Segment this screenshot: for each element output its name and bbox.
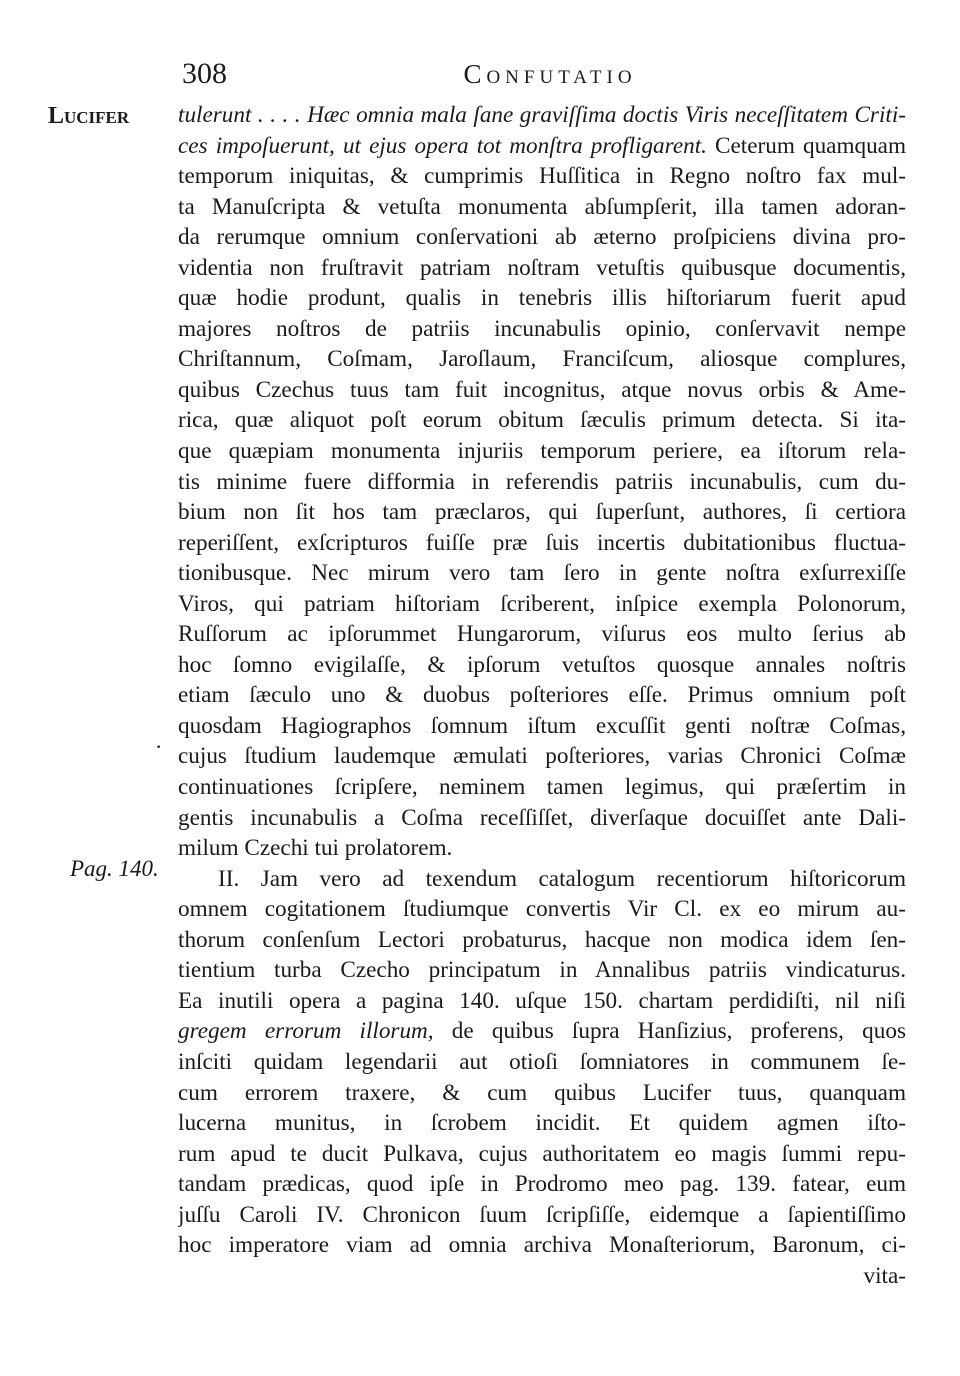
text-line bbox=[178, 405, 906, 436]
line-text: temporum iniquitas, & cumprimis Huſſitica in Regno noſtro fax mul- bbox=[178, 163, 906, 190]
text-line bbox=[178, 467, 906, 498]
line-text: inſciti quidam legendarii aut otioſi ſomniatores in communem ſe- bbox=[178, 1048, 906, 1075]
text-line bbox=[178, 1139, 906, 1170]
line-text: milum Czechi tui prolatorem. bbox=[178, 835, 453, 862]
line-text: lucerna munitus, in ſcrobem incidit. Et quidem agmen iſto- bbox=[178, 1110, 906, 1137]
text-line bbox=[178, 894, 906, 925]
line-text: ta Manuſcripta & vetuſta monumenta abſumpſerit, illa tamen adoran- bbox=[178, 193, 906, 220]
line-text: Viros, qui patriam hiſtoriam ſcriberent, inſpice exempla Polonorum, bbox=[178, 590, 906, 617]
running-head: Confutatio bbox=[463, 59, 637, 89]
text-line bbox=[178, 558, 906, 589]
page-number: 308 bbox=[182, 57, 227, 90]
line-text: vita- bbox=[863, 1262, 906, 1289]
line-text: gentis incunabulis a Coſma receſſiſſet, diverſaque docuiſſet ante Dali- bbox=[178, 804, 906, 831]
line-text: thorum conſenſum Lectori probaturus, hacque non modica idem ſen- bbox=[178, 926, 906, 953]
text-line bbox=[178, 1200, 906, 1231]
line-text: hoc ſomno evigilaſſe, & ipſorum vetuſtos quosque annales noſtris bbox=[178, 651, 906, 678]
text-line bbox=[178, 955, 906, 986]
line-text: etiam ſæculo uno & duobus poſteriores eſſe. Primus omnium poſt bbox=[178, 682, 906, 709]
text-line bbox=[178, 161, 906, 192]
text-line bbox=[178, 619, 906, 650]
text-line bbox=[178, 864, 906, 895]
text-line bbox=[178, 314, 906, 345]
text-line bbox=[178, 833, 906, 864]
line-text: da rerumque omnium conſervationi ab æterno proſpiciens divina pro- bbox=[178, 224, 906, 251]
text-line bbox=[178, 131, 906, 162]
line-text: tandam prædicas, quod ipſe in Prodromo meo pag. 139. fatear, eum bbox=[178, 1171, 906, 1198]
text-line bbox=[178, 100, 906, 131]
text-line bbox=[178, 772, 906, 803]
text-line bbox=[178, 1078, 906, 1109]
margin-note-lucifer: Lucifer bbox=[48, 103, 130, 129]
italic-quote: gregem errorum illorum, bbox=[178, 1018, 434, 1045]
line-text: cujus ſtudium laudemque æmulati poſteriores, varias Chronici Coſmæ bbox=[178, 743, 906, 770]
text-line bbox=[178, 1230, 906, 1261]
line-text: videntia non fruſtravit patriam noſtram vetuſtis quibusque documentis, bbox=[178, 254, 906, 281]
text-line bbox=[178, 1047, 906, 1078]
line-text: bium non ſit hos tam præclaros, qui ſuperſunt, authores, ſi certiora bbox=[178, 499, 906, 526]
line-text: rum apud te ducit Pulkava, cujus authoritatem eo magis ſummi repu- bbox=[178, 1140, 906, 1167]
line-text: omnem cogitationem ſtudiumque convertis Vir Cl. ex eo mirum au- bbox=[178, 896, 906, 923]
text-line bbox=[178, 741, 906, 772]
text-line bbox=[178, 589, 906, 620]
text-line bbox=[178, 283, 906, 314]
line-text: Ea inutili opera a pagina 140. uſque 150. chartam perdidiſti, nil niſi bbox=[178, 987, 906, 1014]
text-line bbox=[178, 375, 906, 406]
line-text: continuationes ſcripſere, neminem tamen legimus, qui præſertim in bbox=[178, 774, 906, 801]
text-line bbox=[178, 1016, 906, 1047]
text-line bbox=[178, 344, 906, 375]
italic-quote: tulerunt . . . . Hæc omnia mala ſane graviſſima doctis Viris neceſſitatem Criti- bbox=[178, 102, 906, 128]
text-line bbox=[178, 986, 906, 1017]
body-text bbox=[178, 100, 906, 1291]
margin-dot: · bbox=[155, 734, 163, 759]
text-line bbox=[178, 925, 906, 956]
line-text: tis minime fuere difformia in referendis patriis incunabulis, cum du- bbox=[178, 468, 906, 495]
line-text: Chriſtannum, Coſmam, Jaroſlaum, Franciſcum, aliosque complures, bbox=[178, 346, 906, 373]
text-line bbox=[178, 680, 906, 711]
line-text: quibus Czechus tuus tam fuit incognitus, atque novus orbis & Ame- bbox=[178, 376, 906, 403]
text-line bbox=[178, 497, 906, 528]
text-line bbox=[178, 222, 906, 253]
text-line bbox=[178, 711, 906, 742]
line-text: cum errorem traxere, & cum quibus Lucifer tuus, quanquam bbox=[178, 1079, 906, 1106]
line-text: majores noſtros de patriis incunabulis opinio, conſervavit nempe bbox=[178, 315, 906, 342]
text-line bbox=[178, 436, 906, 467]
line-text: quosdam Hagiographos ſomnum iſtum excuſſit genti noſtræ Coſmas, bbox=[178, 712, 906, 739]
line-text: II. Jam vero ad texendum catalogum recentiorum hiſtoricorum bbox=[218, 865, 906, 892]
margin-page-ref-text: Pag. 140. bbox=[70, 856, 159, 881]
line-text: de quibus ſupra Hanſizius, proferens, quos bbox=[433, 1018, 906, 1045]
text-line bbox=[178, 1108, 906, 1139]
line-text: Ceterum quamquam bbox=[706, 132, 906, 159]
text-line bbox=[178, 1169, 906, 1200]
line-text: tientium turba Czecho principatum in Annalibus patriis vindicaturus. bbox=[178, 957, 906, 984]
line-text: que quæpiam monumenta injuriis temporum periere, ea iſtorum rela- bbox=[178, 438, 906, 465]
line-text: Ruſſorum ac ipſorummet Hungarorum, viſurus eos multo ſerius ab bbox=[178, 621, 906, 648]
text-line bbox=[178, 253, 906, 284]
line-text: quæ hodie produnt, qualis in tenebris illis hiſtoriarum fuerit apud bbox=[178, 285, 906, 312]
text-line bbox=[178, 528, 906, 559]
margin-note-page-ref bbox=[70, 852, 159, 886]
text-line bbox=[178, 192, 906, 223]
italic-quote: ces impoſuerunt, ut ejus opera tot monſtra profligarent. bbox=[178, 132, 707, 159]
line-text: reperiſſent, exſcripturos fuiſſe præ ſuis incertis dubitationibus fluctua- bbox=[178, 529, 906, 556]
line-text: rica, quæ aliquot poſt eorum obitum ſæculis primum detecta. Si ita- bbox=[178, 407, 906, 434]
line-text: tionibusque. Nec mirum vero tam ſero in gente noſtra exſurrexiſſe bbox=[178, 560, 906, 587]
line-text: hoc imperatore viam ad omnia archiva Monaſteriorum, Baronum, ci- bbox=[178, 1232, 906, 1259]
text-line bbox=[178, 803, 906, 834]
text-line bbox=[178, 1261, 906, 1292]
line-text: juſſu Caroli IV. Chronicon ſuum ſcripſiſſe, eidemque a ſapientiſſimo bbox=[178, 1201, 906, 1228]
text-line bbox=[178, 650, 906, 681]
